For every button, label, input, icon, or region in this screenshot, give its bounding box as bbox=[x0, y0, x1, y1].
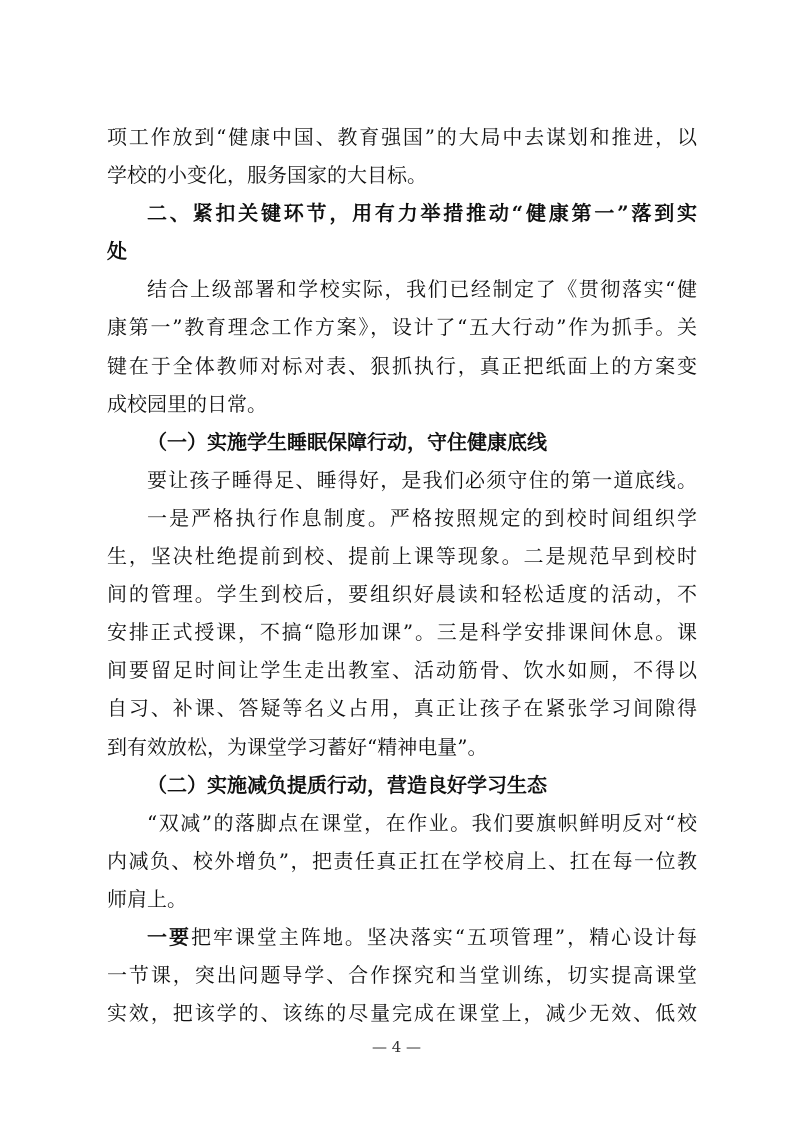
paragraph-line: 一要把牢课堂主阵地。坚决落实“五项管理”，精心设计每 bbox=[147, 924, 698, 949]
paragraph-line: 到有效放松，为课堂学习蓄好“精神电量”。 bbox=[107, 734, 488, 759]
section-heading-line: （二）实施减负提质行动，营造良好学习生态 bbox=[147, 772, 547, 797]
paragraph-line: 一节课，突出问题导学、合作探究和当堂训练，切实提高课堂 bbox=[107, 963, 697, 988]
paragraph-line: 安排正式授课，不搞“隐形加课”。三是科学安排课间休息。课 bbox=[107, 620, 697, 645]
paragraph-line: “双减”的落脚点在课堂，在作业。我们要旗帜鲜明反对“校 bbox=[147, 810, 697, 835]
paragraph-line: 间要留足时间让学生走出教室、活动筋骨、饮水如厕，不得以 bbox=[107, 658, 697, 683]
page-number: — 4 — bbox=[371, 1038, 422, 1056]
section-heading-line: 二、紧扣关键环节，用有力举措推动“健康第一”落到实 bbox=[147, 201, 697, 226]
paragraph-line: 一是严格执行作息制度。严格按照规定的到校时间组织学 bbox=[147, 505, 697, 530]
section-heading-line: 处 bbox=[107, 239, 127, 264]
paragraph-line: 师肩上。 bbox=[107, 886, 187, 911]
paragraph-line: 键在于全体教师对标对表、狠抓执行，真正把纸面上的方案变 bbox=[107, 353, 697, 378]
paragraph-line: 间的管理。学生到校后，要组织好晨读和轻松适度的活动，不 bbox=[107, 582, 697, 607]
paragraph-line: 成校园里的日常。 bbox=[107, 391, 267, 416]
paragraph-line: 实效，把该学的、该练的尽量完成在课堂上，减少无效、低效 bbox=[107, 1001, 697, 1026]
section-heading-line: （一）实施学生睡眠保障行动，守住健康底线 bbox=[147, 429, 547, 454]
paragraph-line: 康第一”教育理念工作方案》，设计了“五大行动”作为抓手。关 bbox=[107, 315, 697, 340]
paragraph-line: 项工作放到“健康中国、教育强国”的大局中去谋划和推进，以 bbox=[107, 125, 697, 149]
paragraph-line: 要让孩子睡得足、睡得好，是我们必须守住的第一道底线。 bbox=[147, 467, 697, 492]
paragraph-line: 内减负、校外增负”，把责任真正扛在学校肩上、扛在每一位教 bbox=[107, 848, 697, 873]
emphasis-lead: 一要 bbox=[147, 924, 191, 949]
paragraph-line: 学校的小变化，服务国家的大目标。 bbox=[107, 163, 427, 188]
paragraph-line: 自习、补课、答疑等名义占用，真正让孩子在紧张学习间隙得 bbox=[107, 696, 697, 721]
paragraph-line: 生，坚决杜绝提前到校、提前上课等现象。二是规范早到校时 bbox=[107, 544, 697, 569]
document-body bbox=[107, 118, 697, 1032]
paragraph-line: 结合上级部署和学校实际，我们已经制定了《贯彻落实“健 bbox=[147, 277, 697, 302]
